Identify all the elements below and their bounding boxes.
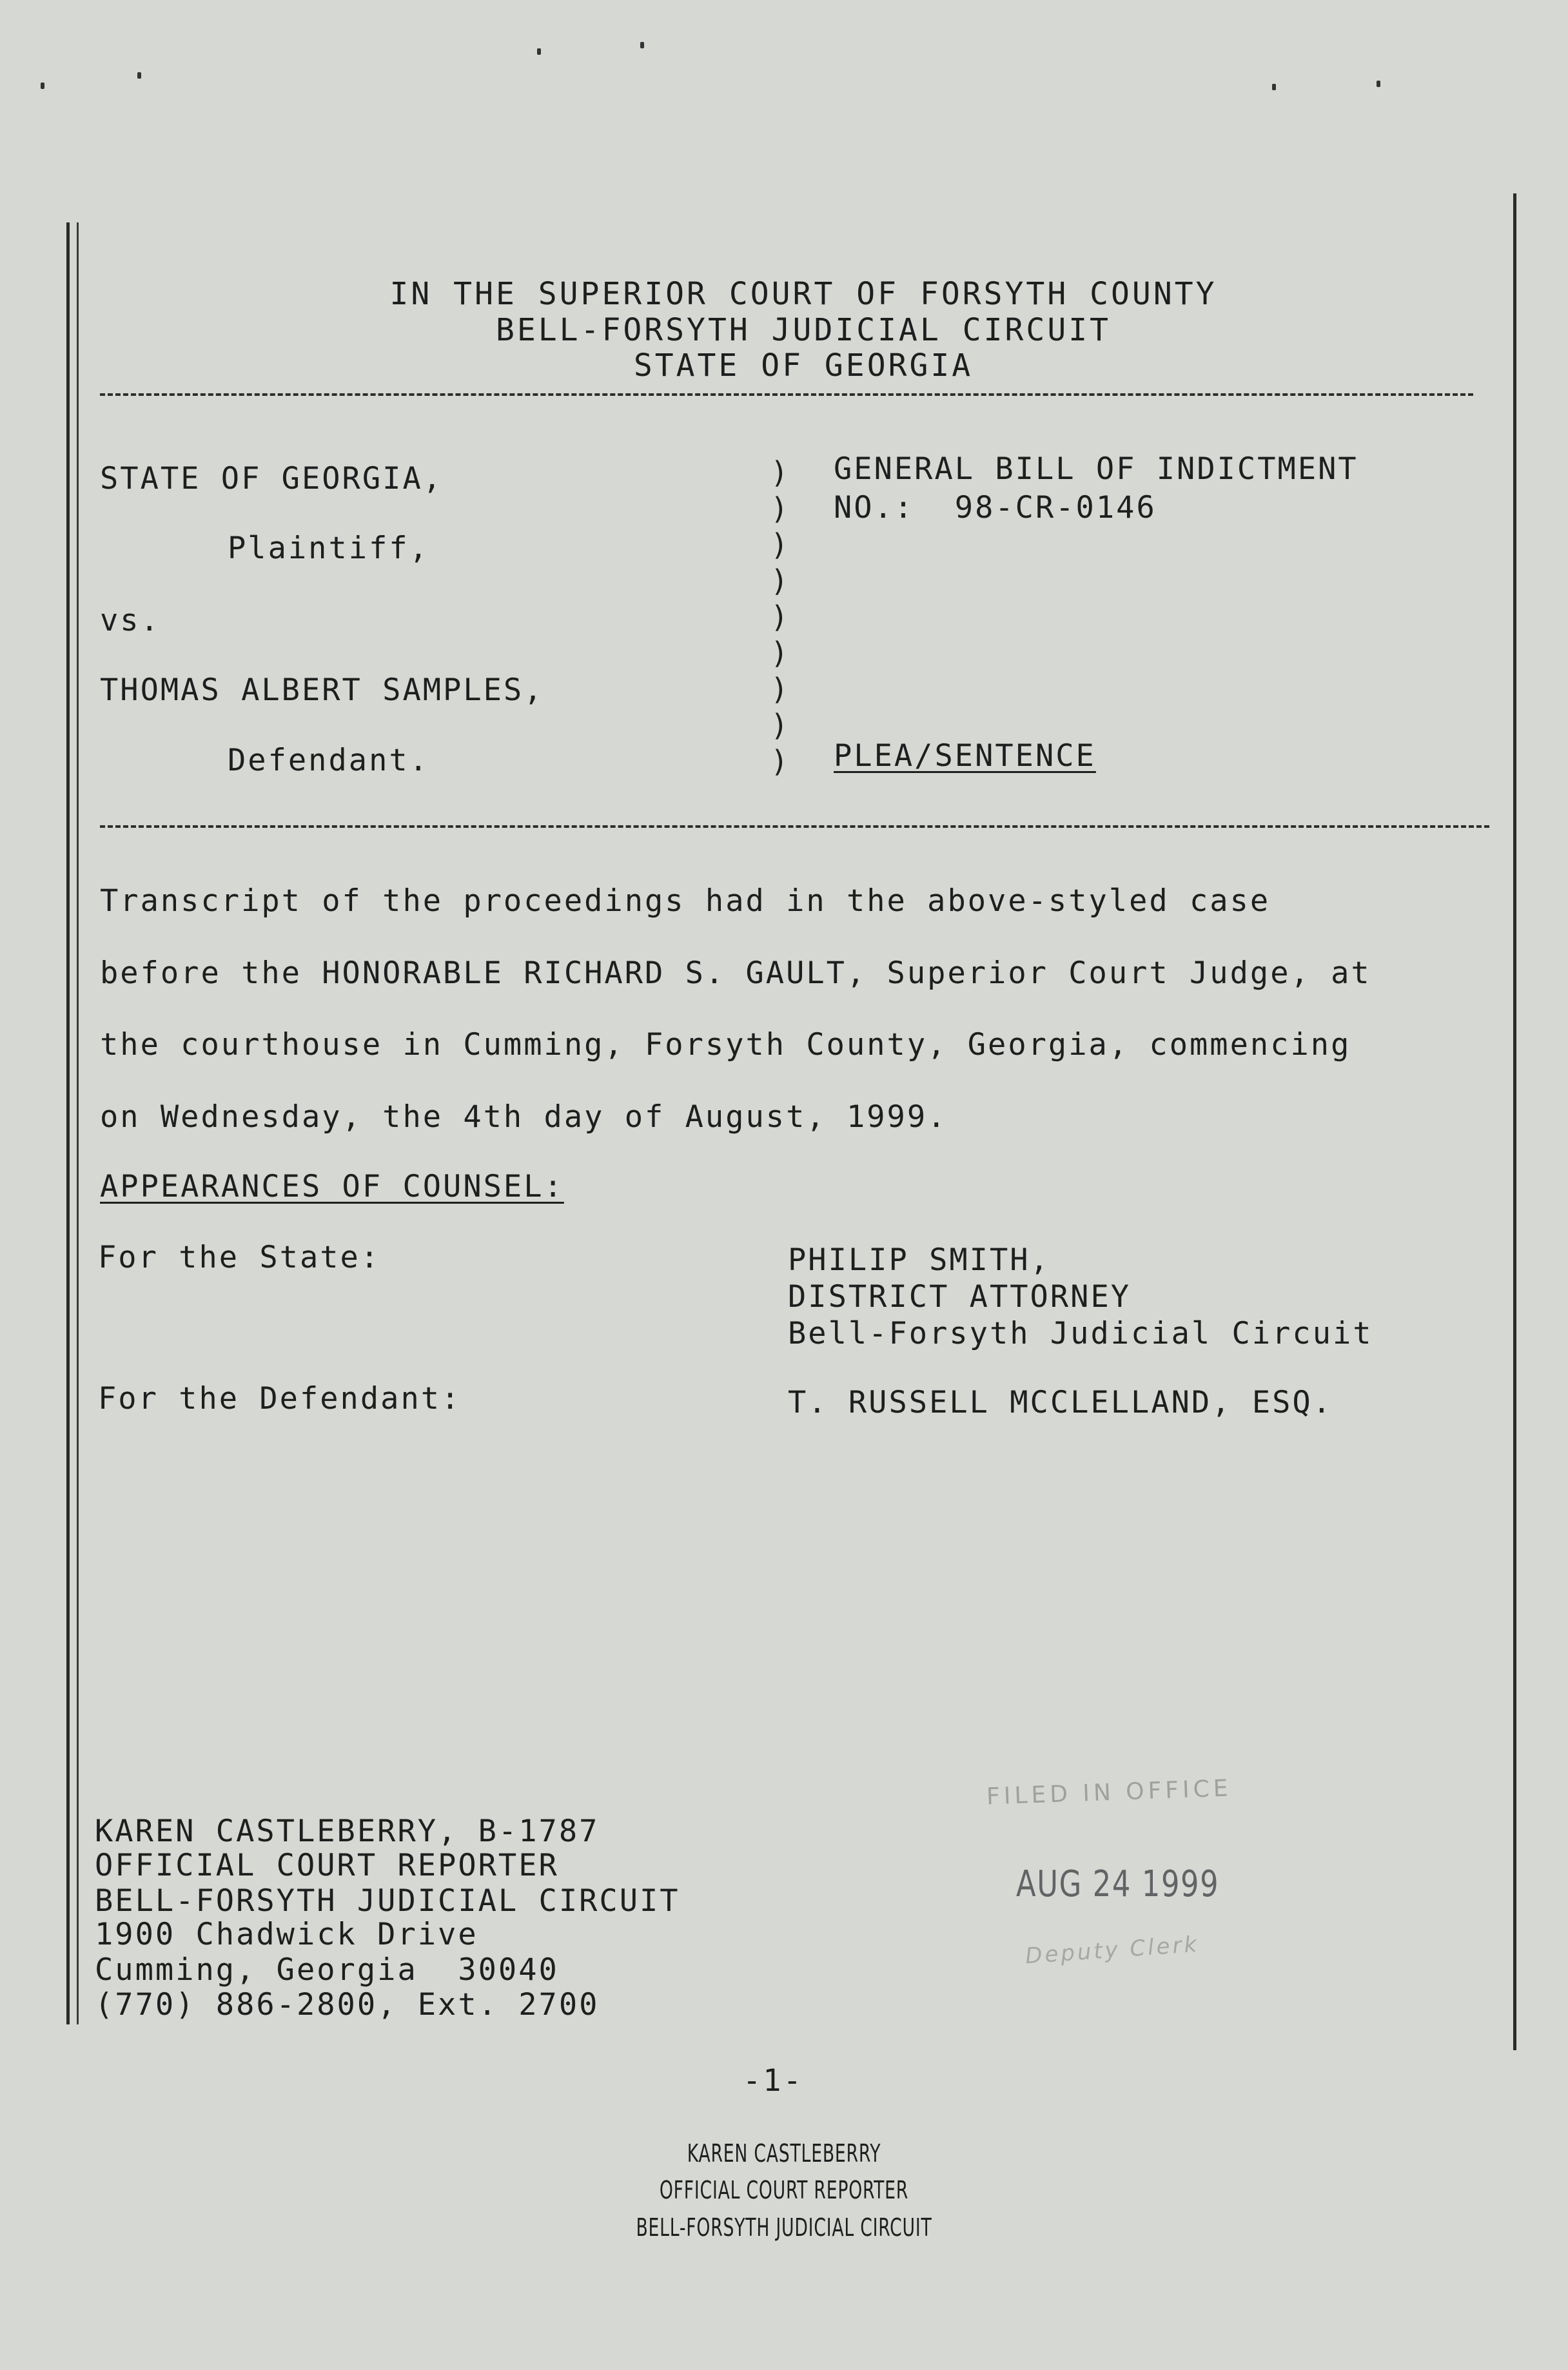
state-counsel-label: For the State: <box>98 1240 381 1275</box>
right-margin-rule <box>1513 193 1516 2050</box>
filed-stamp-top: FILED IN OFFICE <box>986 1775 1233 1810</box>
left-margin-rule-inner <box>77 222 79 2024</box>
state-counsel-line-1: PHILIP SMITH, <box>788 1242 1050 1278</box>
defendant-name: THOMAS ALBERT SAMPLES, <box>100 672 544 708</box>
paper-speck <box>1272 84 1276 90</box>
filed-stamp-bottom: Deputy Clerk <box>1024 1931 1200 1970</box>
appearances-heading: APPEARANCES OF COUNSEL: <box>100 1169 564 1204</box>
state-counsel-line-3: Bell-Forsyth Judicial Circuit <box>788 1316 1373 1351</box>
transcript-line-2: before the HONORABLE RICHARD S. GAULT, Superior Court Judge, at <box>100 955 1371 991</box>
paper-speck <box>640 42 644 48</box>
defendant-counsel-label: For the Defendant: <box>98 1381 462 1416</box>
reporter-line-1: KAREN CASTLEBERRY, B-1787 <box>95 1814 600 1849</box>
reporter-line-4: 1900 Chadwick Drive <box>95 1917 478 1952</box>
defendant-counsel: T. RUSSELL MCCLELLAND, ESQ. <box>788 1385 1333 1420</box>
footer-line-3: BELL-FORSYTH JUDICIAL CIRCUIT <box>636 2213 932 2242</box>
state-counsel-line-2: DISTRICT ATTORNEY <box>788 1279 1132 1315</box>
defendant-role: Defendant. <box>228 743 429 778</box>
transcript-line-4: on Wednesday, the 4th day of August, 1999. <box>100 1099 948 1135</box>
court-header-line3: STATE OF GEORGIA <box>633 348 974 384</box>
dashed-divider-bottom <box>100 825 1489 828</box>
paper-speck <box>1377 81 1380 87</box>
paper-speck <box>537 48 541 55</box>
paper-speck <box>137 72 141 79</box>
versus-label: vs. <box>100 603 161 638</box>
left-margin-rule <box>66 222 70 2024</box>
reporter-line-6: (770) 886-2800, Ext. 2700 <box>95 1987 600 2022</box>
footer-line-1: KAREN CASTLEBERRY <box>687 2139 881 2168</box>
plaintiff-name: STATE OF GEORGIA, <box>100 461 444 496</box>
plaintiff-role: Plaintiff, <box>228 531 429 566</box>
filed-stamp-date: AUG 24 1999 <box>1016 1863 1220 1905</box>
caption-paren-column: ) ) ) ) ) ) ) ) ) <box>770 455 789 779</box>
reporter-line-3: BELL-FORSYTH JUDICIAL CIRCUIT <box>95 1883 680 1919</box>
indictment-number: NO.: 98-CR-0146 <box>834 490 1157 525</box>
indictment-title: GENERAL BILL OF INDICTMENT <box>834 451 1358 487</box>
transcript-line-3: the courthouse in Cumming, Forsyth County, Georgia, commencing <box>100 1027 1351 1063</box>
paper-speck <box>41 83 44 89</box>
page-number: -1- <box>743 2063 803 2099</box>
reporter-line-5: Cumming, Georgia 30040 <box>95 1952 559 1988</box>
court-header-line1: IN THE SUPERIOR COURT OF FORSYTH COUNTY <box>389 276 1217 312</box>
transcript-line-1: Transcript of the proceedings had in the above-styled case <box>100 883 1271 919</box>
plea-sentence-label: PLEA/SENTENCE <box>834 738 1096 774</box>
footer-line-2: OFFICIAL COURT REPORTER <box>659 2176 909 2204</box>
dashed-divider-top <box>100 393 1473 396</box>
reporter-line-2: OFFICIAL COURT REPORTER <box>95 1848 559 1883</box>
court-header-line2: BELL-FORSYTH JUDICIAL CIRCUIT <box>495 312 1112 348</box>
